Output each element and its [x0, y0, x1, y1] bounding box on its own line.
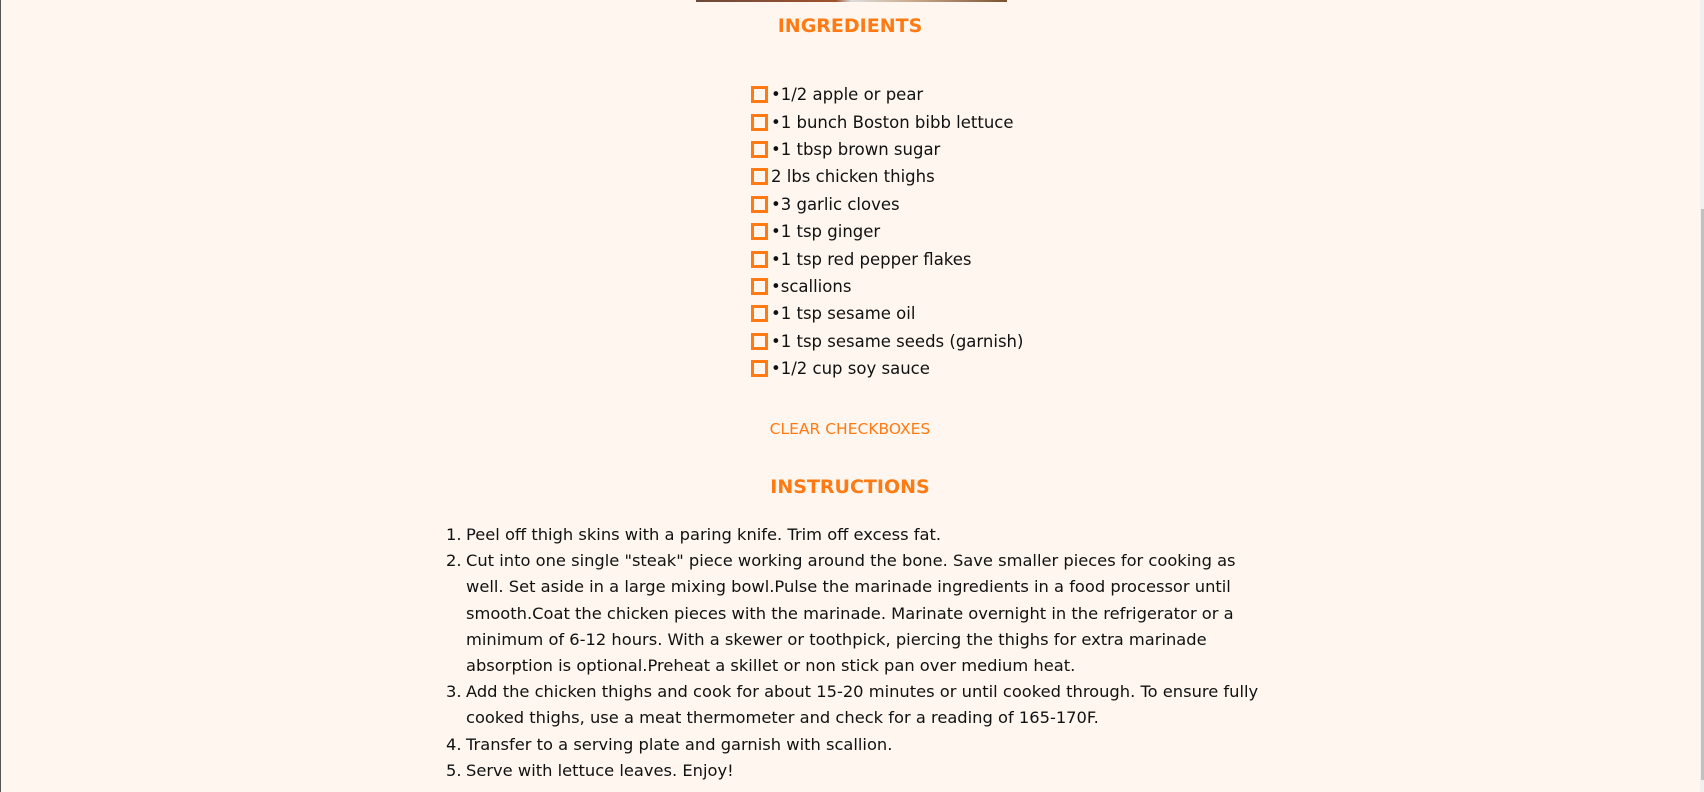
ingredient-checkbox[interactable] [751, 333, 768, 350]
ingredient-label: •1 tsp ginger [771, 222, 881, 242]
ingredient-item[interactable] [751, 163, 1023, 190]
instruction-step: Serve with lettuce leaves. Enjoy! [466, 760, 734, 780]
ingredient-checkbox[interactable] [751, 196, 768, 213]
window-edge [0, 0, 1, 792]
ingredient-label: •1 tbsp brown sugar [771, 139, 941, 159]
ingredient-checkbox[interactable] [751, 141, 768, 158]
ingredient-item[interactable] [751, 355, 1023, 382]
ingredient-item[interactable] [751, 108, 1023, 135]
ingredient-item[interactable] [751, 273, 1023, 300]
ingredient-item[interactable] [751, 300, 1023, 327]
ingredient-label: •1 tsp red pepper flakes [771, 249, 972, 269]
ingredient-item[interactable] [751, 328, 1023, 355]
ingredient-label: •1/2 apple or pear [771, 85, 924, 105]
instructions-heading: INSTRUCTIONS [770, 476, 930, 498]
ingredient-checkbox[interactable] [751, 278, 768, 295]
ingredient-checkbox[interactable] [751, 168, 768, 185]
ingredient-label: •1 bunch Boston bibb lettuce [771, 112, 1014, 132]
instruction-step: Transfer to a serving plate and garnish with scallion. [466, 734, 893, 754]
ingredients-list [751, 81, 1023, 382]
ingredient-label: 2 lbs chicken thighs [771, 167, 935, 187]
clear-checkboxes-button[interactable]: CLEAR CHECKBOXES [769, 420, 931, 438]
ingredient-item[interactable] [751, 218, 1023, 245]
ingredient-checkbox[interactable] [751, 251, 768, 268]
ingredient-checkbox[interactable] [751, 360, 768, 377]
ingredients-heading: INGREDIENTS [777, 15, 923, 37]
ingredient-item[interactable] [751, 191, 1023, 218]
ingredient-label: •1/2 cup soy sauce [771, 359, 930, 379]
instructions-list [466, 522, 1266, 784]
ingredient-checkbox[interactable] [751, 86, 768, 103]
ingredient-checkbox[interactable] [751, 114, 768, 131]
ingredient-item[interactable] [751, 245, 1023, 272]
ingredient-label: •1 tsp sesame oil [771, 304, 916, 324]
ingredient-label: •1 tsp sesame seeds (garnish) [771, 331, 1024, 351]
instruction-step: Add the chicken thighs and cook for about 15-20 minutes or until cooked through. To ensure fully cooked thighs, use a meat thermometer and check for a reading of 165-170F. [466, 682, 1259, 728]
ingredient-item[interactable] [751, 136, 1023, 163]
instruction-step: Peel off thigh skins with a paring knife. Trim off excess fat. [466, 525, 942, 544]
instruction-step: Cut into one single "steak" piece working around the bone. Save smaller pieces for cooking as well. Set aside in a large mixing bowl.Pulse the marinade ingredients in a food processor until smooth.Coat the chicken pieces with the marinade. Marinate overnight in the refrigerator or a minimum of 6-12 hours. With a skewer or toothpick, piercing the thighs for extra marinade absorption is optional.Preheat a skillet or non stick pan over medium heat. [466, 551, 1236, 676]
ingredient-label: •3 garlic cloves [771, 194, 900, 214]
ingredient-item[interactable] [751, 81, 1023, 108]
ingredient-label: •scallions [771, 276, 852, 296]
ingredient-checkbox[interactable] [751, 305, 768, 322]
recipe-image [696, 0, 1007, 2]
ingredient-checkbox[interactable] [751, 223, 768, 240]
